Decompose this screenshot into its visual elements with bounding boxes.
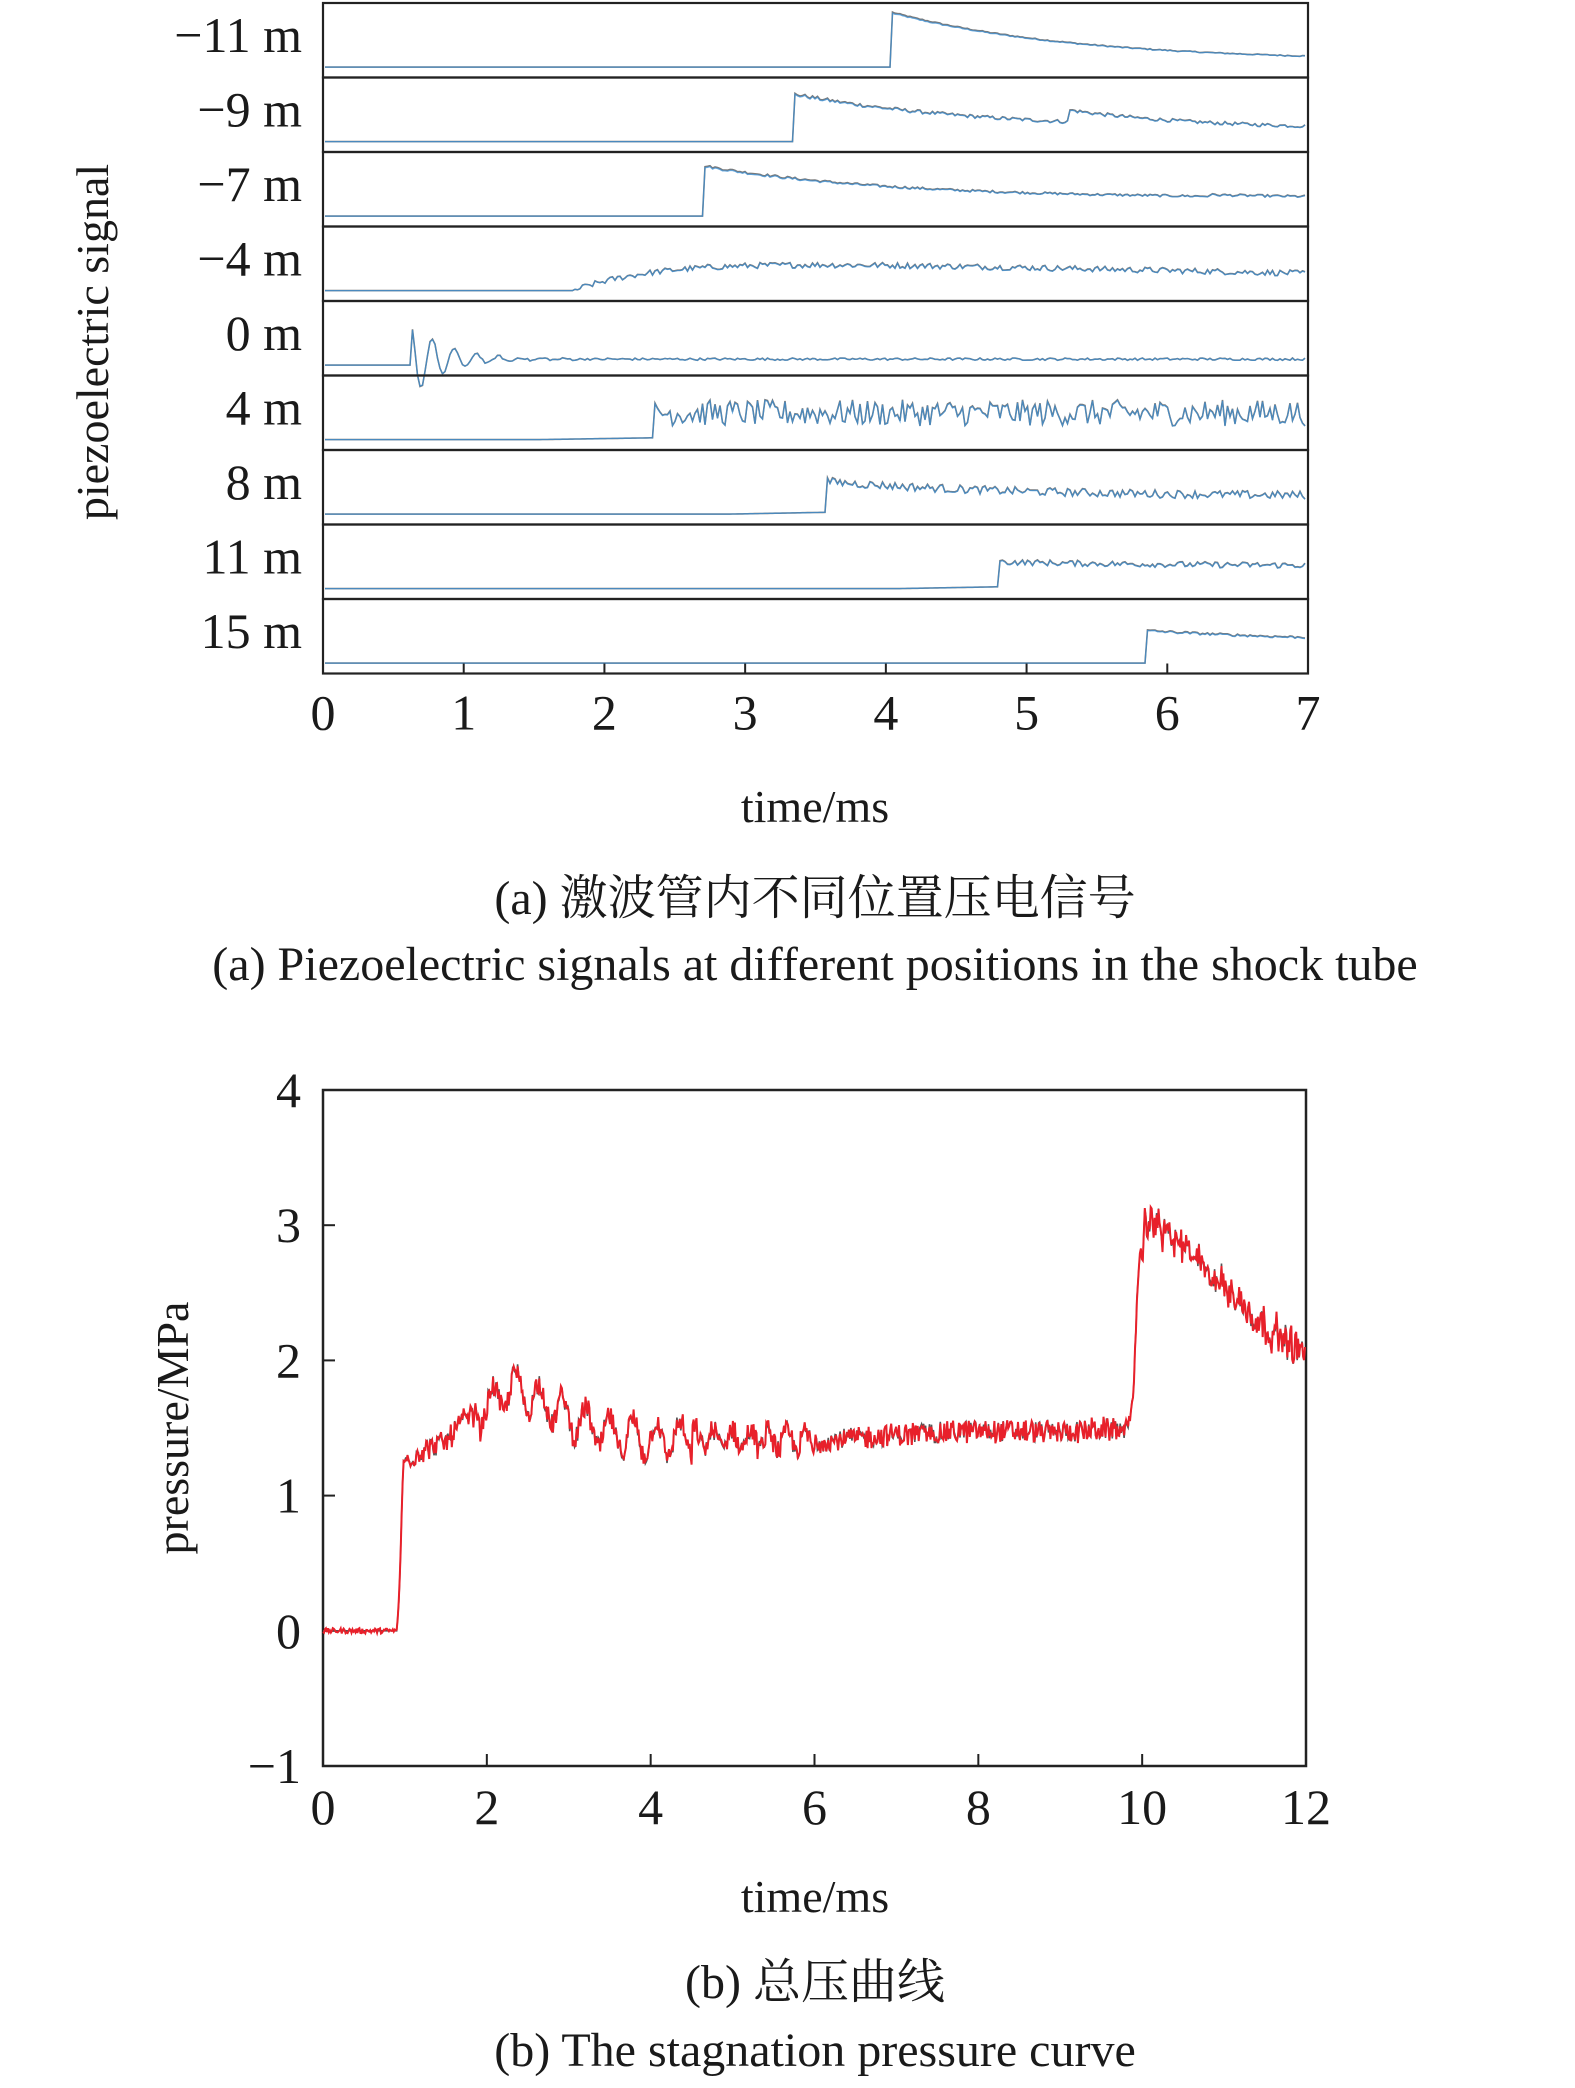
- channel-label: 4 m: [225, 379, 302, 436]
- panel-b-x-tick-label: 6: [802, 1779, 827, 1835]
- panel-b-x-tick-label: 12: [1281, 1779, 1331, 1835]
- panel-a-caption-cn: (a) 激波管内不同位置压电信号: [494, 872, 1136, 925]
- channel-4m: [226, 376, 1308, 451]
- panel-a-y-axis-label: piezoelectric signal: [67, 163, 118, 521]
- channel-9m: [197, 78, 1308, 153]
- panel-b-x-tick-label: 4: [638, 1779, 664, 1835]
- channel-label: −9 m: [197, 81, 302, 138]
- channel-filtered-signal: [325, 479, 1305, 515]
- panel-a-x-tick-label: 4: [873, 684, 899, 741]
- panel-a-x-tick-label: 6: [1154, 684, 1180, 741]
- panel-b-caption-en: (b) The stagnation pressure curve: [494, 2024, 1136, 2077]
- channel-raw-signal: [325, 12, 1305, 67]
- panel-b-x-tick-label: 2: [474, 1779, 500, 1835]
- panel-a-piezo-signals: [67, 3, 1418, 991]
- panel-b-y-tick-label: 4: [276, 1062, 301, 1118]
- panel-a-x-tick-label: 7: [1295, 684, 1321, 741]
- channel-raw-signal: [325, 93, 1305, 141]
- channel-11m: [174, 3, 1308, 78]
- panel-b-stagnation-pressure: [147, 1062, 1331, 2077]
- channel-filtered-signal: [325, 561, 1305, 589]
- panel-a-x-tick-label: 0: [310, 684, 336, 741]
- panel-a-x-tick-label: 1: [451, 684, 477, 741]
- channel-label: −4 m: [197, 230, 302, 287]
- panel-b-y-tick-label: −1: [247, 1738, 301, 1794]
- panel-a-caption-en: (a) Piezoelectric signals at different positions in the shock tube: [212, 938, 1418, 991]
- panel-b-x-tick-label: 10: [1117, 1779, 1168, 1835]
- channel-7m: [197, 152, 1308, 227]
- channel-0m: [226, 301, 1308, 387]
- channel-11m: [202, 525, 1308, 600]
- channel-label: −11 m: [174, 7, 302, 64]
- channel-8m: [226, 450, 1308, 525]
- panel-a-x-tick-label: 2: [591, 684, 617, 741]
- channel-label: 0 m: [225, 305, 302, 362]
- panel-b-y-tick-label: 3: [276, 1197, 301, 1254]
- panel-b-raw-pressure-line: [323, 1208, 1305, 1631]
- panel-b-y-tick-label: 2: [276, 1332, 301, 1389]
- channel-frame: [323, 301, 1308, 376]
- channel-label: 11 m: [202, 528, 302, 585]
- panel-b-y-tick-label: 1: [276, 1467, 301, 1524]
- panel-b-y-axis-label: pressure/MPa: [147, 1301, 198, 1555]
- panel-b-x-axis-label: time/ms: [740, 1871, 890, 1922]
- channel-label: 15 m: [200, 603, 302, 660]
- channel-filtered-signal: [325, 13, 1305, 67]
- panel-b-y-tick-label: 0: [276, 1602, 301, 1659]
- channel-filtered-signal: [325, 94, 1305, 141]
- panel-b-plot-frame: [323, 1090, 1306, 1766]
- channel-raw-signal: [325, 166, 1305, 216]
- channel-filtered-signal: [325, 263, 1305, 291]
- channel-label: 8 m: [225, 454, 302, 511]
- channel-raw-signal: [325, 630, 1305, 663]
- channel-filtered-signal: [325, 401, 1305, 440]
- channel-raw-signal: [325, 400, 1305, 440]
- panel-b-caption-cn: (b) 总压曲线: [685, 1956, 945, 2009]
- channel-4m: [197, 227, 1308, 302]
- channel-filtered-signal: [325, 631, 1305, 664]
- panel-b-x-tick-label: 8: [965, 1779, 991, 1835]
- panel-b-x-tick-label: 0: [310, 1779, 336, 1835]
- channel-filtered-signal: [325, 167, 1305, 216]
- channel-15m: [201, 599, 1308, 674]
- channel-label: −7 m: [197, 156, 302, 213]
- panel-a-x-tick-label: 3: [732, 684, 758, 741]
- panel-a-x-tick-label: 5: [1014, 684, 1040, 741]
- panel-b-filtered-pressure-line: [323, 1207, 1305, 1633]
- panel-a-x-axis-label: time/ms: [740, 781, 890, 832]
